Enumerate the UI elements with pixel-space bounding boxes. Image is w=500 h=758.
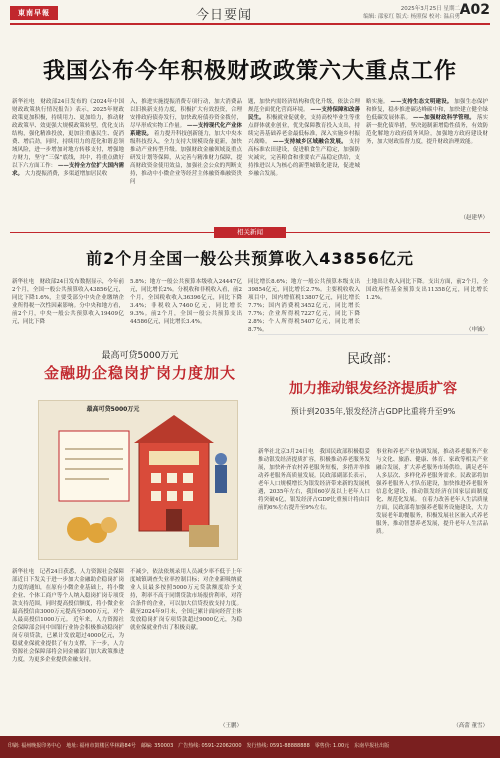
article4-col1-text: 新华社北京3月24日电 我国民政部积极稳妥推动银发经济提质扩容，积极推动养老服务发展，加快补齐农村养老服务短板，多措并举推动养老服务高质量发展。民政部副部长表示，老年人口规模增长为银发经济带来新的发展机遇，2035年左右，我国60岁及以上老年人口将突破4亿，银发经济占GDP比重预计将由目前的6%左右提升至9%左右。 [258, 449, 370, 511]
article4-column-2 [376, 448, 488, 730]
issue-date: 2025年3月25日 星期二 [400, 6, 460, 12]
budget-headline: 前2个月全国一般公共预算收入43856亿元 [86, 249, 414, 268]
article2-col4-text: 土地出让收入同比下降。支出方面，前2个月，全国政府性基金预算支出11358亿元，同比增长1.2%。 [366, 279, 488, 301]
article1-subhead-2: ——支持现代化产业体系建设。 [130, 123, 242, 137]
illustration-caption: 最高可贷5000万元 [86, 406, 140, 413]
article2-col2-text: 5.8%；地方一般公共预算本级收入24447亿元，同比增长2%。分税收和非税收入看，前2个月，全国税收收入36396亿元，同比下降3.4%；非税收入7460亿元，同比增长9.3%。前2个月，全国一般公共预算支出44586亿元，同比增长3.4%。 [130, 279, 242, 325]
article1-column-1 [12, 98, 124, 222]
masthead-rule [10, 23, 490, 25]
article4-column-1 [258, 448, 370, 730]
article1-col1-end: 大力提振消费，多渠道增加居民收 [24, 171, 108, 177]
article1-column-2 [130, 98, 242, 222]
article1-column-4 [366, 98, 488, 222]
article1-subhead-4: ——支持城乡区域融合发展。 [272, 139, 347, 145]
article1-subhead-6: ——加强财政科学管理。 [413, 115, 475, 121]
newspaper-logo: 東南早報 [10, 6, 58, 20]
illustration-loan-support [38, 400, 238, 560]
civil-affairs-kicker: 民政部： [346, 352, 399, 367]
article3-column-2 [130, 568, 242, 730]
article1-col4-text: 略实施。 [366, 99, 389, 105]
masthead [0, 0, 500, 46]
article3-byline: （王鹏） [219, 723, 242, 729]
article1-col2-text: 入，推进实施提振消费专项行动，加大消费品以旧换新支持力度，积极扩大有效投资，合理安排政府债券发行，加快政府债券资金拨付，尽早形成实物工作量。 [130, 99, 242, 129]
page-number: A02 [459, 2, 490, 18]
article3-col2-text: 不减少，依法依规录用人员减少率不低于上年度城镇调查失业率控制目标；对企业新吸纳就业人员最多按照5000万元贷款额度给予支持，利率不高于同期贷款市场报价利率，对符合条件的企业，可以加大信贷投放支持力度。 [130, 569, 242, 607]
article3-col2b-text: 截至2024年9月末，全国已累计面向经营主体发放稳岗扩岗专项贷款超过9000亿元，为稳就业保就业作出了积极贡献。 [130, 609, 242, 631]
article3-column-1 [12, 568, 124, 730]
finance-headline: 金融助企稳岗扩岗力度加大 [43, 364, 236, 382]
article2-column-4 [366, 278, 488, 334]
civil-affairs-headline: 加力推动银发经济提质扩容 [289, 381, 457, 397]
loan-illustration-graphic [39, 401, 239, 561]
article1-byline: （赵建华） [460, 215, 488, 221]
article1-subhead-1: ——支持全方位扩大国内需求。 [12, 163, 124, 177]
section-title: 今日要闻 [196, 8, 253, 23]
civil-affairs-subhead: 预计到2035年,银发经济占GDP比重将升至9% [290, 407, 456, 416]
article2-column-1 [12, 278, 124, 334]
article2-column-2 [130, 278, 242, 334]
article2-column-3 [248, 278, 360, 334]
article1-subhead-3: ——支持保障和改善民生。 [248, 107, 360, 121]
footer-imprint: 印刷: 福州晚报印务中心 地址: 福州市鼓楼区华林路84号 邮编: 350003 广告热线: 0591-22062000 发行热线: 0591-88888888 零售价: 1.00元 东南早报社出版 [8, 743, 390, 749]
article1-col4-body2: 落实新一批化债举措，坚决遏制新增隐性债务，有效防范化解地方政府债务风险，加强地方政府建设财务，加大财政监督力度，提升财政治理效能。 [366, 115, 488, 145]
article4-byline: （高蕾 董雪） [453, 723, 488, 729]
article4-col2b-text: 在着力改善老年人生活质量方面，民政部将加强养老服务设施建设，大力发展老年助餐服务，积极发展社区嵌入式养老服务，推动智慧养老发展，提升老年人生活品质。 [376, 497, 488, 535]
lead-headline: 我国公布今年积极财政政策六大重点工作 [42, 59, 457, 84]
article1-col3-body2: 支持高标准农田建设，促进粮食生产稳定，加强防灾减灾，完善粮食和重要农产品稳定供给，支持推进以人为核心的新型城镇化建设，促进城乡融合发展。 [248, 139, 360, 177]
article2-byline: （申铖） [465, 327, 488, 333]
editor-credits: 编辑: 邵家红 版式: 杨照保 校对: 温启勇 [363, 14, 460, 20]
finance-kicker: 最高可贷5000万元 [101, 351, 179, 361]
article2-col1-text: 新华社电 财政部24日发布数据显示，今年前2个月，全国一般公共预算收入43856亿元，同比下降1.6%，主要受部分中央企业缴纳企业所得税一次性因素影响。分中央和地方看，前2个月，中央一般公共预算收入19409亿元，同比下降 [12, 279, 124, 325]
article4-col2-text: 事业和养老产业协调发展，推动养老服务产业与文化、旅游、健康、体育、家政等相关产业融合发展，扩大养老服务市场供给，满足老年人多层次、多样化养老服务需求。民政部将加强养老服务人才队伍建设，加快推进养老服务信息化建设，推动银发经济在国家层面制度化、规范化发展。 [376, 449, 488, 503]
article1-subhead-5: ——支持生态文明建设。 [390, 99, 453, 105]
article1-column-3 [248, 98, 360, 222]
related-news-tag: 相关新闻 [214, 227, 286, 238]
article1-col4-body1: 加强生态保护和修复，稳步推进碳达峰碳中和，加快建立健全绿色低碳发展体系。 [366, 99, 488, 121]
article1-col1-text: 新华社电 财政部24日发布的《2024年中国财政政策执行情况报告》表示，2025年财政政策更加积极，持续用力、更加给力，推动财政政策早、效更强大规模政策转型，优化支出结构，强化精准投放，更加注重惠民生、促消费、增后劲，同时，持续用力的范化和谐息领域风险，进一步增加对地方转移支付，增强地方财力，坚守“三保”底线，其中，将重点做好以下六方面工作： [12, 99, 124, 169]
article1-col3-body1: 积极就业促就业，支持高校毕业生等重点群体就业创业，优先保障教育投入支出，持续完善基础养老金最低标准，深入实施乡村振兴战略。 [248, 115, 360, 145]
article2-col3-text: 同比增长8.6%；地方一般公共预算本级支出39854亿元，同比增长2.7%。主要税收收入项目中，国内增值税13807亿元，同比增长7.7%；国内消费税3452亿元，同比增长7.7%；企业所得税7227亿元，同比下降2.8%；个人所得税5407亿元，同比增长8.7%。 [248, 279, 360, 333]
page-footer [0, 736, 500, 758]
article1-col2-end: 着力提升科技创新能力，加大中央本级科技投入，全力支持大规模设备更新，加快推动产业转型升级。加强财政金融领域及重点研发计划等保障，从完善与精准财力保障，提高财政资金使用效益，加强社会公众的判断支持，推动中小微企业等经营主体融资难融资贵问 [130, 131, 242, 185]
article3-col1-text: 新华社电 记者24日获悉，人力资源社会保障部近日下发关于进一步加大金融助企稳岗扩岗力度的通知，在原有小微企业基础上，将小微企业、个体工商户等个人纳入稳岗扩岗专项贷款支持范围，同时提高授信额度，将小微企业最高授信由3000万元提高至5000万元，对个人最高授信1000万元。 [12, 569, 124, 623]
article3-col1b-text: 近年来，人力资源社会保障部会同中国银行业协会积极推动稳岗扩岗专项贷款，已累计发放超过4000亿元，为稳就业保就业提供了有力支撑，下一步，人力资源社会保障部将会同金融部门加大政策推进力度，为更多企业提供金融支持。 [12, 617, 124, 663]
article1-col3-text: 题，加快内需经济结构和优化升级，依法合理规范全面优化营商环境。 [248, 99, 360, 113]
